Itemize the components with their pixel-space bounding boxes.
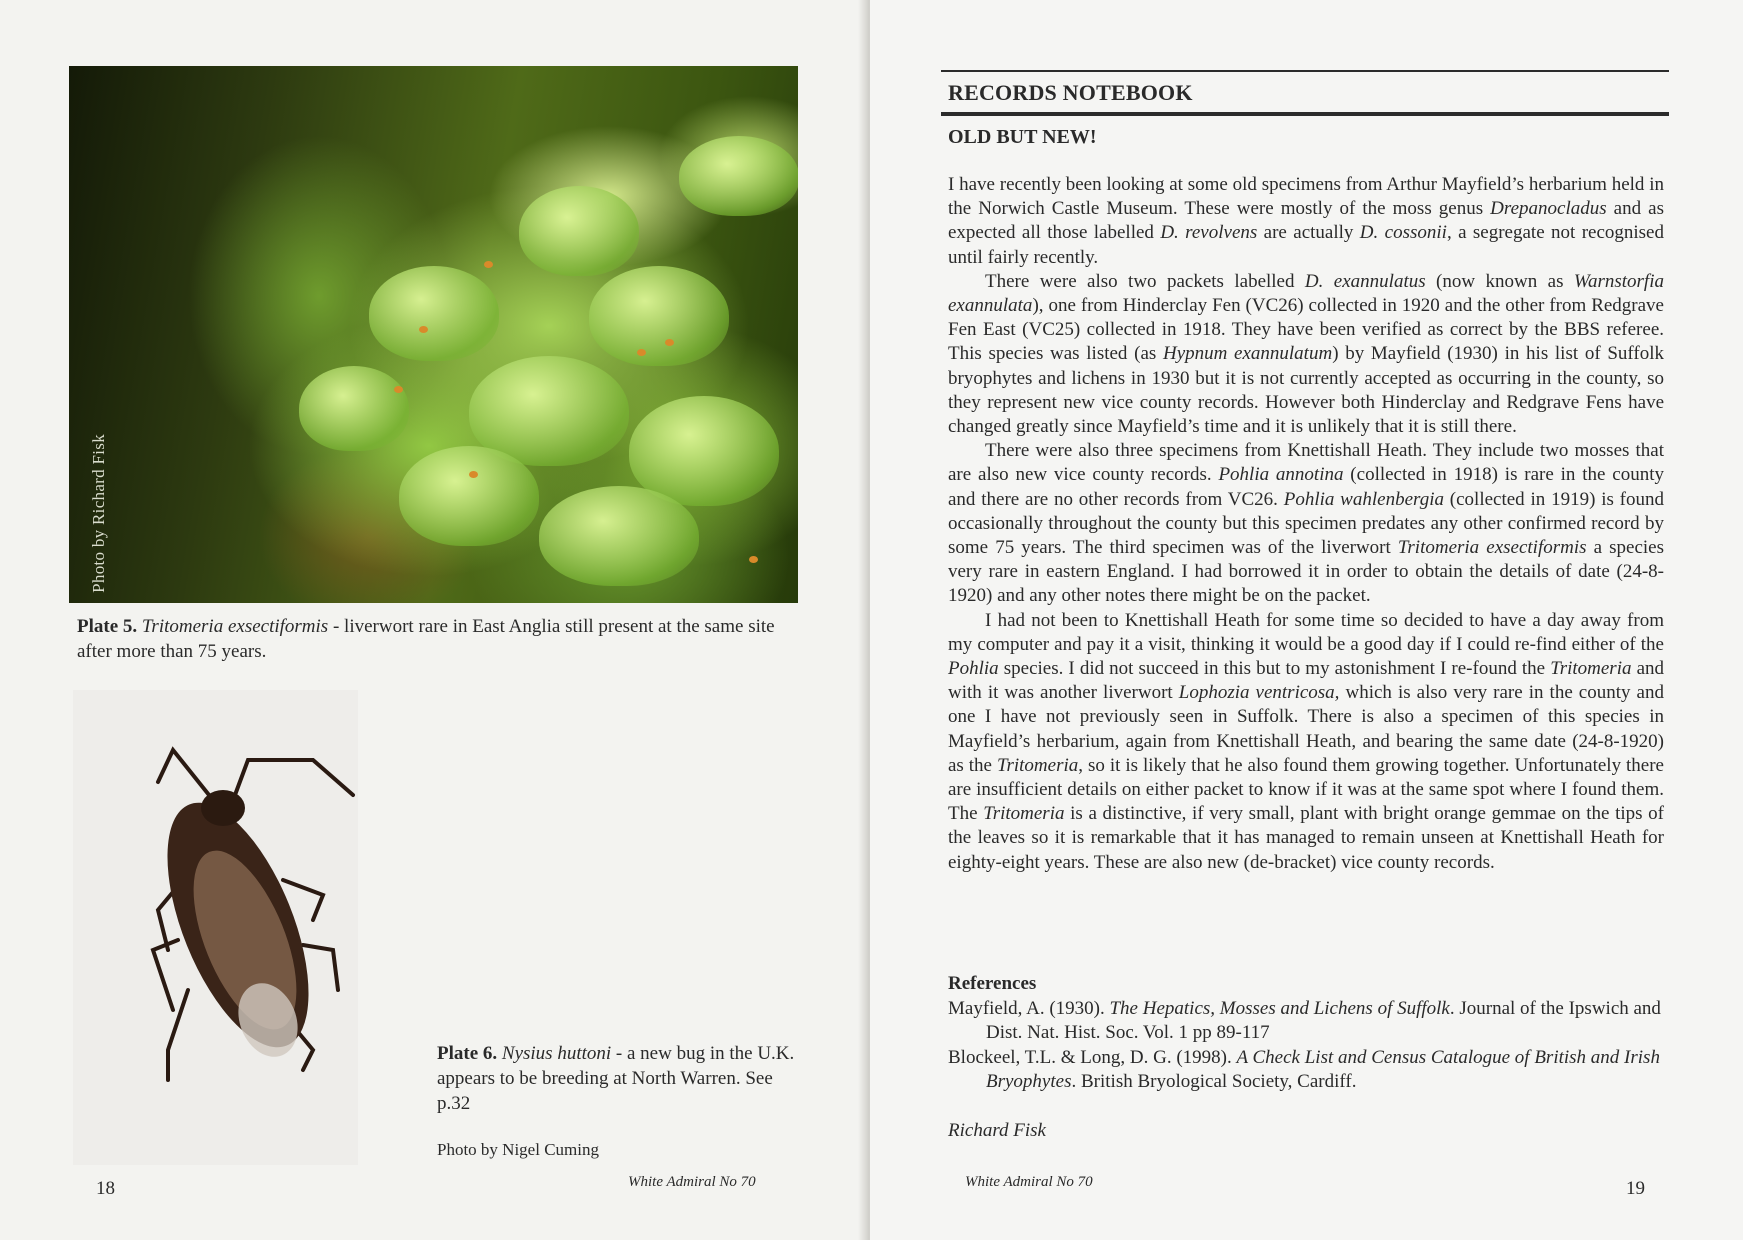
paragraph-italic-text: Tritomeria	[983, 803, 1065, 825]
paragraph-text: (now known as	[1425, 270, 1574, 292]
article-author: Richard Fisk	[948, 1120, 1046, 1141]
paragraph-text: There were also two packets labelled	[985, 270, 1305, 292]
paragraph-text: a species very rare in eastern England. I had borrowed it in order to obtain the details of date (24-8-1920) and any other notes there might be on the packet.	[948, 537, 1664, 607]
reference-text: . Journal of the Ipswich and Dist. Nat. Hist. Soc. Vol. 1 pp 89-117	[986, 997, 1661, 1043]
paragraph-italic-text: D. revolvens	[1160, 222, 1258, 244]
reference-entry	[948, 1046, 1664, 1095]
paragraph-italic-text: Hypnum exannulatum	[1162, 343, 1333, 365]
article-paragraph	[948, 173, 1664, 270]
paragraph-text: (collected in 1919) is found occasionally throughout the county but this specimen predates any other confirmed record by some 75 years. The third specimen was of the liverwort	[948, 488, 1664, 559]
paragraph-text: I had not been to Knettishall Heath for some time so decided to have a day away from my computer and pay it a visit, thinking it would be a good day if I could re-find either of the	[948, 609, 1664, 655]
paragraph-text: which is also very rare in the county and one I have not previously seen in Suffolk. There is also a specimen of this species in Mayfield’s herbarium, again from Knettishall Heath, and bearing the same date (24-8-1920) as the	[948, 682, 1664, 776]
paragraph-italic-text: D. cossonii	[1359, 222, 1447, 244]
section-rule-top	[941, 70, 1669, 72]
article-paragraph	[948, 609, 1664, 875]
paragraph-italic-text: Pohlia annotina	[1218, 464, 1344, 486]
page-number-right: 19	[1626, 1178, 1645, 1199]
paragraph-italic-text: D. exannulatus	[1304, 270, 1426, 292]
paragraph-italic-text: Drepanocladus	[1490, 198, 1607, 220]
footer-left: White Admiral No 70	[628, 1174, 756, 1190]
references-heading: References	[948, 973, 1037, 994]
paragraph-text: is a distinctive, if very small, plant with bright orange gemmae on the tips of the leaves so it is remarkable that it has managed to remain unseen at Knettishall Heath for eighty-eight years. These are also new (de-bracket) vice county records.	[948, 803, 1664, 873]
references-section	[948, 972, 1664, 1095]
plate5-caption-text: - liverwort rare in East Anglia still present at the same site after more than 75 years.	[77, 616, 775, 662]
reference-text: Blockeel, T.L. & Long, D. G. (1998).	[948, 1046, 1237, 1068]
plate6-species: Nysius huttoni	[501, 1043, 612, 1064]
paragraph-italic-text: Tritomeria	[1550, 658, 1632, 680]
paragraph-text: and as expected all those labelled	[948, 198, 1664, 244]
paragraph-text: I have recently been looking at some old specimens from Arthur Mayfield’s herbarium held in the Norwich Castle Museum. These were mostly of the moss genus	[948, 174, 1664, 220]
plate5-caption	[77, 614, 777, 664]
paragraph-italic-text: Tritomeria exsectiformis	[1397, 537, 1587, 559]
article-paragraph	[948, 439, 1664, 608]
paragraph-text: There were also three specimens from Knettishall Heath. They include two mosses that are also new vice county records.	[948, 440, 1664, 486]
references-list	[948, 997, 1664, 1095]
paragraph-text: (collected in 1918) is rare in the county and there are no other records from VC26.	[948, 464, 1664, 510]
plate6-bug-photo	[73, 690, 358, 1165]
paragraph-italic-text: Pohlia	[948, 658, 999, 680]
plate5-label: Plate 5.	[77, 616, 138, 637]
paragraph-text: and with it was another liverwort	[948, 658, 1665, 704]
plate5-species: Tritomeria exsectiformis	[141, 616, 329, 637]
reference-italic-text: The Hepatics, Mosses and Lichens of Suffolk	[1109, 997, 1450, 1019]
article-body	[948, 173, 1664, 875]
nysius-huttoni-bug-image	[73, 690, 358, 1165]
paragraph-text: , a segregate not recognised until fairly recently.	[948, 222, 1664, 268]
paragraph-italic-text: Tritomeria	[996, 754, 1079, 776]
paragraph-text: species. I did not succeed in this but to my astonishment I re-found the	[998, 658, 1551, 680]
left-page	[0, 0, 866, 1240]
section-title: RECORDS NOTEBOOK	[948, 80, 1193, 105]
paragraph-text: , so it is likely that he also found them growing together. Unfortunately there are insufficient details on either packet to know if it was at the same spot where I found them. The	[948, 754, 1664, 825]
reference-entry	[948, 997, 1664, 1046]
plate6-photo-credit: Photo by Nigel Cuming	[437, 1140, 599, 1159]
paragraph-text: ) by Mayfield (1930) in his list of Suffolk bryophytes and lichens in 1930 but it is not currently accepted as occurring in the county, so they represent new vice county records. However both Hinderclay and Redgrave Fens have changed greatly since Mayfield’s time and it is unlikely that it is still there.	[948, 343, 1664, 438]
plate5-liverwort-photo	[69, 66, 798, 603]
footer-right: White Admiral No 70	[965, 1174, 1093, 1190]
reference-italic-text: A Check List and Census Catalogue of British and Irish Bryophytes	[986, 1046, 1660, 1092]
paragraph-italic-text: Lophozia ventricosa,	[1178, 682, 1340, 704]
paragraph-italic-text: Warnstorfia exannulata	[948, 270, 1664, 317]
article-title: OLD BUT NEW!	[948, 126, 1097, 148]
paragraph-text: are actually	[1257, 222, 1360, 244]
article-paragraph	[948, 270, 1664, 439]
section-rule-bottom	[941, 112, 1669, 116]
plate6-label: Plate 6.	[437, 1043, 498, 1064]
paragraph-text: ), one from Hinderclay Fen (VC26) collected in 1920 and the other from Redgrave Fen East (VC25) collected in 1918. They have been verified as correct by the BBS referee. This species was listed (as	[948, 295, 1664, 365]
reference-text: . British Bryological Society, Cardiff.	[1071, 1071, 1357, 1092]
plate6-caption	[437, 1041, 797, 1116]
plate5-photo-credit: Photo by Richard Fisk	[89, 434, 108, 593]
plate6-caption-text: - a new bug in the U.K. appears to be breeding at North Warren. See p.32	[437, 1043, 795, 1114]
page-number-left: 18	[96, 1178, 115, 1199]
paragraph-italic-text: Pohlia wahlenbergia	[1283, 488, 1444, 510]
reference-text: Mayfield, A. (1930).	[948, 997, 1110, 1019]
